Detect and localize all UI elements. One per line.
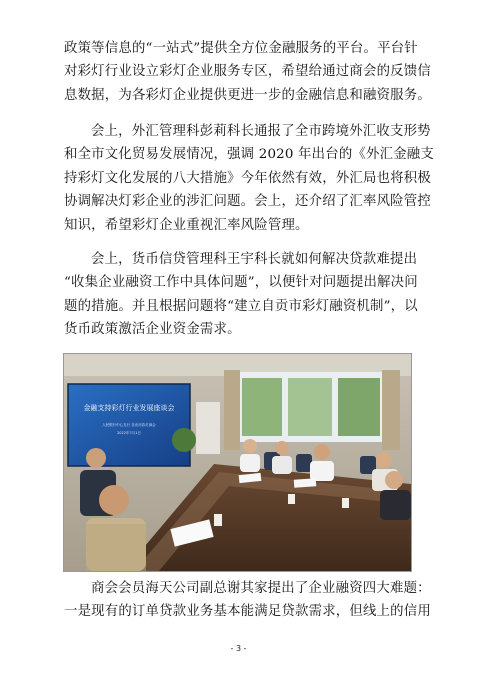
text-line: 货币政策激活企业资金需求。 [64,322,241,338]
screen-subtitle: 人民银行中心支行 自贡市彩灯商会 [102,423,156,427]
text-line: “收集企业融资工作中具体问题”，以便针对问题提出解决问 [64,275,418,291]
paragraph-forex [64,120,434,237]
text-line: 会上，外汇管理科彭莉科长通报了全市跨境外汇收支形势 [91,124,431,139]
text-line: 持彩灯文化发展的八大措施》今年依然有效，外汇局也将积极 [64,170,431,186]
text-line: 政策等信息的“一站式”提供全方位金融服务的平台。平台针 [64,41,418,56]
text-line: 息数据，为各彩灯企业提供更进一步的金融信息和融资服务。 [64,87,431,103]
paragraph-member [64,577,431,624]
text-line: 一是现有的订单贷款业务基本能满足贷款需求，但线上的信用 [64,604,431,620]
projection-screen [68,384,190,466]
meeting-photo [63,353,412,572]
page-number: - 3 - [230,644,247,653]
screen-title: 金融支持彩灯行业发展座谈会 [83,404,175,412]
text-line: 题的措施。并且根据问题将“建立自贡市彩灯融资机制”，以 [64,298,418,314]
text-line: 协调解决灯彩企业的涉汇问题。会上，还介绍了汇率风险管控 [64,194,431,210]
paragraph-credit [64,248,418,342]
text-line: 会上，货币信贷管理科王宇科长就如何解决贷款难提出 [91,252,418,267]
screen-date: 2022年7月1日 [117,431,141,435]
paragraph-platform [64,37,431,107]
text-line: 对彩灯行业设立彩灯企业服务专区，希望给通过商会的反馈信 [64,64,431,80]
text-line: 商会会员海天公司副总谢其家提出了企业融资四大难题： [91,581,431,596]
text-line: 和全市文化贸易发展情况，强调 2020 年出台的《外汇金融支 [64,147,434,163]
text-line: 知识，希望彩灯企业重视汇率风险管理。 [64,217,309,233]
